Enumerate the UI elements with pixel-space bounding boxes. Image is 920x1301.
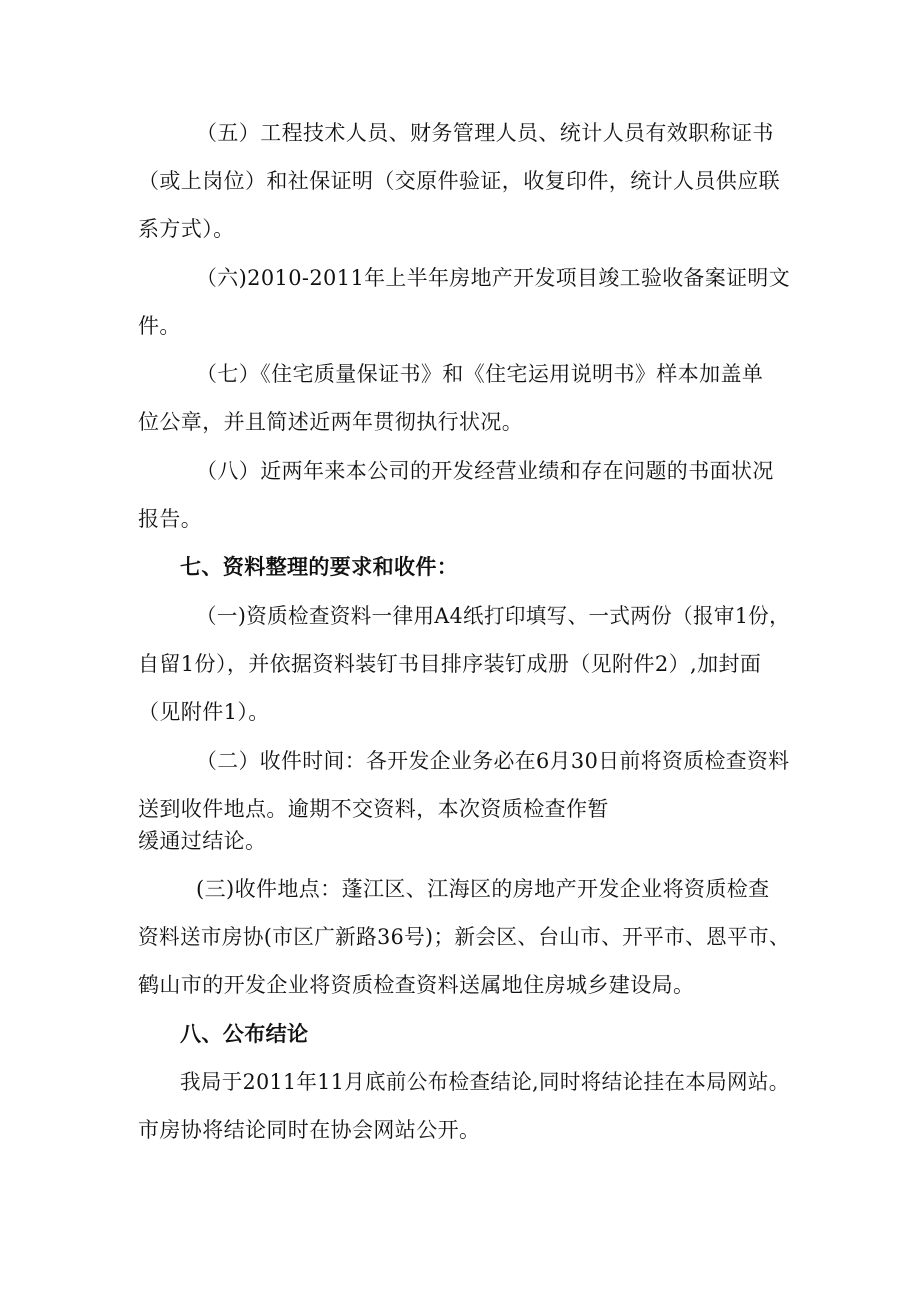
text-line: 件。	[138, 314, 181, 338]
text-line: 我局于2011年11月底前公布检查结论,同时将结论挂在本局网站。	[180, 1070, 790, 1094]
text-line: 位公章，并且简述近两年贯彻执行状况。	[138, 410, 524, 434]
section-heading: 八、公布结论	[180, 1021, 309, 1046]
text-line: 资料送市房协(市区广新路36号)；新会区、台山市、开平市、恩平市、	[138, 925, 791, 949]
text-line: （七）《住宅质量保证书》和《住宅运用说明书》样本加盖单	[196, 362, 764, 386]
text-line: 自留1份），并依据资料装钉书目排序装钉成册（见附件2）,加封面	[138, 652, 762, 676]
text-line: 市房协将结论同时在协会网站公开。	[138, 1118, 481, 1142]
text-line: 系方式）。	[138, 217, 235, 241]
text-line: （六)2010-2011年上半年房地产开发项目竣工验收备案证明文	[196, 266, 790, 290]
text-line: （见附件1）。	[138, 700, 270, 724]
text-line: （五）工程技术人员、财务管理人员、统计人员有效职称证书	[196, 121, 774, 145]
text-line: （一)资质检查资料一律用A4纸打印填写、一式两份（报审1份，	[196, 604, 791, 628]
text-line: （或上岗位）和社保证明（交原件验证，收复印件，统计人员供应联	[138, 169, 780, 193]
text-line: （八）近两年来本公司的开发经营业绩和存在问题的书面状况	[196, 459, 774, 483]
text-line: (三)收件地点：蓬江区、江海区的房地产开发企业将资质检查	[196, 877, 770, 901]
text-line: （二）收件时间：各开发企业务必在6月30日前将资质检查资料	[196, 749, 790, 773]
text-line: 报告。	[138, 507, 203, 531]
text-line: 送到收件地点。逾期不交资料，本次资质检查作暂	[138, 797, 609, 821]
text-line: 鹤山市的开发企业将资质检查资料送属地住房城乡建设局。	[138, 973, 695, 997]
text-line: 缓通过结论。	[138, 829, 267, 853]
section-heading: 七、资料整理的要求和收件：	[180, 554, 459, 579]
